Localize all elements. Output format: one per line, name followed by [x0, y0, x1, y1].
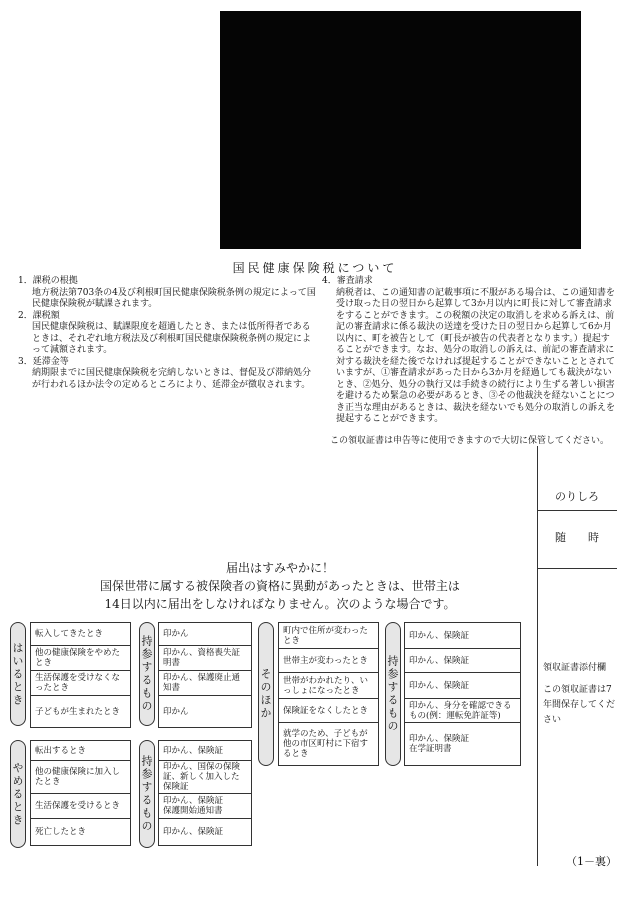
yameru-bring-table [158, 740, 252, 846]
pill-jisan: 持参するもの [139, 740, 155, 848]
pill-jisan: 持参するもの [385, 622, 401, 766]
other-cases-table [278, 622, 379, 766]
table-row: 生活保護を受けるとき [31, 794, 130, 819]
other-bring-table [404, 622, 521, 766]
pill-sonohoka: そのほか [258, 622, 274, 766]
item-body: 納税者は、この通知書の記載事項に不服がある場合は、この通知書を受け取った日の翌日から起算して3か月以内に町長に対して審査請求をすることができます。この税額の決定の取消しを求める訴えは、前記の審査請求に係る裁決の送達を受けた日の翌日から起算して6か月以内に、町を被告として（町長が被告の代表者となります。）提起することができます。なお、処分の取消しの訴えは、前記の審査請求に対する裁決を経た後でなければ提起することができないこととされていますが、①審査請求があった日から3か月を経過しても裁決がないとき、②処分、処分の執行又は手続きの続行により生ずる著しい損害を避けるため緊急の必要があるとき、③その他裁決を経ないことにつき正当な理由があるときは、裁決を経ないでも処分の取消しの訴えを提起することができます。 [336, 287, 616, 424]
item-body: 国民健康保険税は、賦課限度を超過したとき、または低所得者であるときは、それぞれ地方税法及び利根町国民健康保険税条例の規定によって減額されます。 [32, 322, 312, 355]
item-body: 納期限までに国民健康保険税を完納しないときは、督促及び滞納処分が行われるほか法令の定めるところにより、延滞金が徴収されます。 [32, 368, 312, 390]
table-row: 町内で住所が変わったとき [279, 623, 378, 649]
item-body: 地方税法第703条の4及び利根町国民健康保険税条例の規定によって国民健康保険税が賦課されます。 [32, 287, 316, 309]
zuiji-label: 随 時 [555, 531, 599, 544]
table-row: 死亡したとき [35, 827, 87, 837]
yameru-cases-table [30, 740, 131, 846]
table-row: 印かん、身分を確認できるもの(例：運転免許証等) [405, 699, 520, 723]
stamp-label: 領収証書添付欄 [543, 663, 607, 673]
page-number: （1－裏） [566, 855, 617, 868]
item-title: 3．延滞金等 [18, 356, 69, 367]
table-row: 印かん、資格喪失証明書 [159, 646, 251, 671]
table-row: 印かん、国保の保険証、新しく加入した保険証 [159, 761, 251, 794]
table-row: 転入してきたとき [31, 623, 130, 646]
norishiro-label: のりしろ [555, 490, 599, 503]
item-title: 1．課税の根拠 [18, 276, 78, 286]
table-row: 就学のため、子どもが他の市区町村に下宿するとき [283, 729, 369, 759]
table-row: 印かん、保険証 [405, 623, 520, 649]
pill-jisan: 持参するもの [139, 622, 155, 726]
table-row: 印かん、保険証 [159, 741, 251, 761]
table-row: 子どもが生まれたとき [35, 706, 121, 717]
hairu-cases-table [30, 622, 131, 728]
pill-yameru: やめるとき [10, 740, 26, 848]
right-column [322, 276, 616, 456]
keep-note: この領収証書は7年間保存してください [543, 685, 616, 725]
table-row: 印かん [163, 706, 189, 717]
notice-line: 届出はすみやかに！ [225, 561, 334, 575]
table-row: 印かん、保険証 保護開始通知書 [159, 794, 251, 819]
receipt-note: この領収証書は申告等に使用できますので大切に保管してください。 [330, 435, 610, 446]
table-row: 他の健康保険に加入したとき [31, 761, 130, 794]
table-row: 生活保護を受けなくなったとき [31, 671, 130, 696]
table-row: 他の健康保険をやめたとき [31, 646, 130, 671]
item-title: 4．審査請求 [322, 276, 373, 286]
pill-hairu: はいるとき [10, 622, 26, 726]
table-row: 保険証をなくしたとき [279, 699, 378, 723]
notice-line: 14日以内に届出をしなければなりません。次のような場合です。 [104, 597, 456, 611]
left-column [18, 276, 318, 391]
table-row: 印かん [159, 623, 251, 646]
table-row: 印かん、保険証 [405, 673, 520, 699]
item-title: 2．課税額 [18, 310, 60, 321]
table-row: 印かん、保険証 [405, 649, 520, 673]
page-title: 国民健康保険税について [232, 261, 398, 275]
table-row: 世帯がわかれたり、いっしょになったとき [279, 673, 378, 699]
redacted-image-area [220, 11, 581, 249]
table-row: 印かん、保険証 [163, 827, 224, 837]
table-row: 印かん、保険証 在学証明書 [409, 734, 470, 754]
table-row: 印かん、保護廃止通知書 [159, 671, 251, 696]
side-rule [537, 510, 617, 511]
hairu-bring-table [158, 622, 252, 728]
table-row: 転出するとき [31, 741, 130, 761]
notice-line: 国保世帯に属する被保険者の資格に異動があったときは、世帯主は [100, 579, 460, 593]
side-divider [537, 446, 538, 866]
table-row: 世帯主が変わったとき [279, 649, 378, 673]
